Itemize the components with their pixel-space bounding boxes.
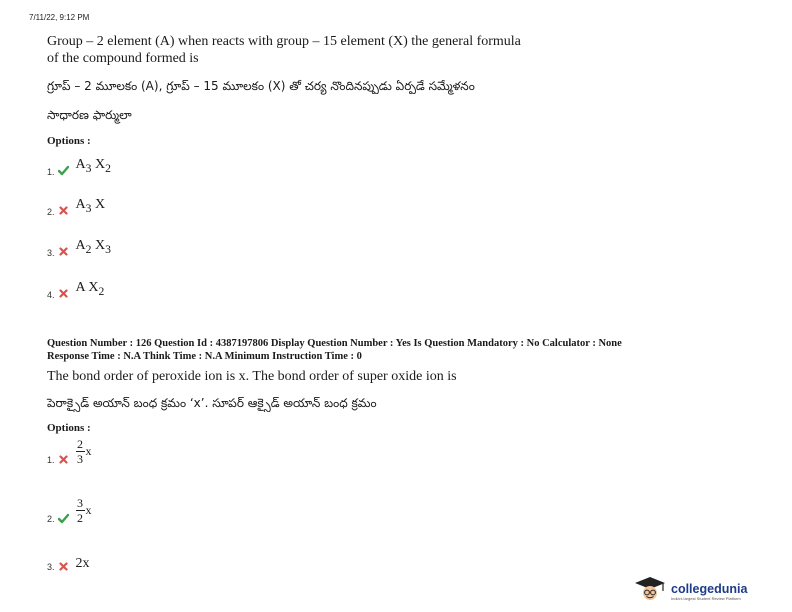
question-1-options-label: Options : <box>47 135 91 147</box>
question-2-text-te: పెరాక్సైడ్ అయాన్ బంధ క్రమం ‘x’. సూపర్ ఆక్సైడ్ అయాన్ బంధ క్రమం <box>47 396 377 410</box>
question-1-text-te-line2: సాధారణ ఫార్ములా <box>47 108 132 122</box>
option-answer: 2x <box>75 556 90 571</box>
graduate-mascot-icon <box>632 575 668 608</box>
brand-name: collegedunia <box>671 581 748 596</box>
question-2-text-en: The bond order of peroxide ion is x. The bond order of super oxide ion is <box>47 369 457 384</box>
option-number: 3. <box>47 247 55 258</box>
cross-icon <box>58 205 70 217</box>
question-2-option-1[interactable] <box>47 438 92 465</box>
question-2-meta-line2: Response Time : N.A Think Time : N.A Minimum Instruction Time : 0 <box>47 351 362 362</box>
cross-icon <box>58 560 70 572</box>
question-1-option-1[interactable] <box>47 157 111 177</box>
option-fraction: $\frac{3}{2}$ <box>77 496 84 525</box>
collegedunia-logo <box>632 575 747 608</box>
question-1-option-4[interactable] <box>47 280 104 300</box>
option-number: 2. <box>47 514 55 524</box>
question-1-option-2[interactable] <box>47 197 105 217</box>
print-timestamp: 7/11/22, 9:12 PM <box>29 13 90 22</box>
option-variable: x <box>85 503 92 517</box>
question-2-option-3[interactable] <box>47 556 90 572</box>
option-answer: $A_2$ $X_3$ <box>75 238 111 256</box>
option-fraction: $\frac{2}{3}$ <box>77 437 84 466</box>
question-2-options-label: Options : <box>47 422 91 434</box>
option-number: 3. <box>47 562 55 572</box>
question-1-option-3[interactable] <box>47 238 111 258</box>
check-icon <box>58 512 70 524</box>
check-icon <box>58 165 70 177</box>
option-answer: $A_3$ $X_2$ <box>75 157 111 175</box>
option-variable: x <box>85 444 92 458</box>
brand-tagline: India's largest Student Review Platform <box>671 595 741 601</box>
cross-icon <box>58 288 70 300</box>
cross-icon <box>58 246 70 258</box>
question-2-meta-line1: Question Number : 126 Question Id : 4387197806 Display Question Number : Yes Is Question Mandatory : No Calculator : None <box>47 338 622 349</box>
option-number: 4. <box>47 289 55 300</box>
question-1-text-te-line1: గ్రూప్ – 2 మూలకం (A), గ్రూప్ – 15 మూలకం (X) తో చర్య నొందినప్పుడు ఏర్పడే సమ్మేళనం <box>47 79 475 93</box>
question-1-text-en-line2: of the compound formed is <box>47 51 199 66</box>
cross-icon <box>58 453 70 465</box>
option-answer: $A_3$ X <box>75 197 106 215</box>
option-number: 1. <box>47 455 55 465</box>
option-answer: A $X_2$ <box>75 280 105 298</box>
option-number: 1. <box>47 166 55 177</box>
question-1-text-en-line1: Group – 2 element (A) when reacts with group – 15 element (X) the general formula <box>47 34 521 49</box>
option-number: 2. <box>47 206 55 217</box>
question-2-option-2[interactable] <box>47 497 92 524</box>
